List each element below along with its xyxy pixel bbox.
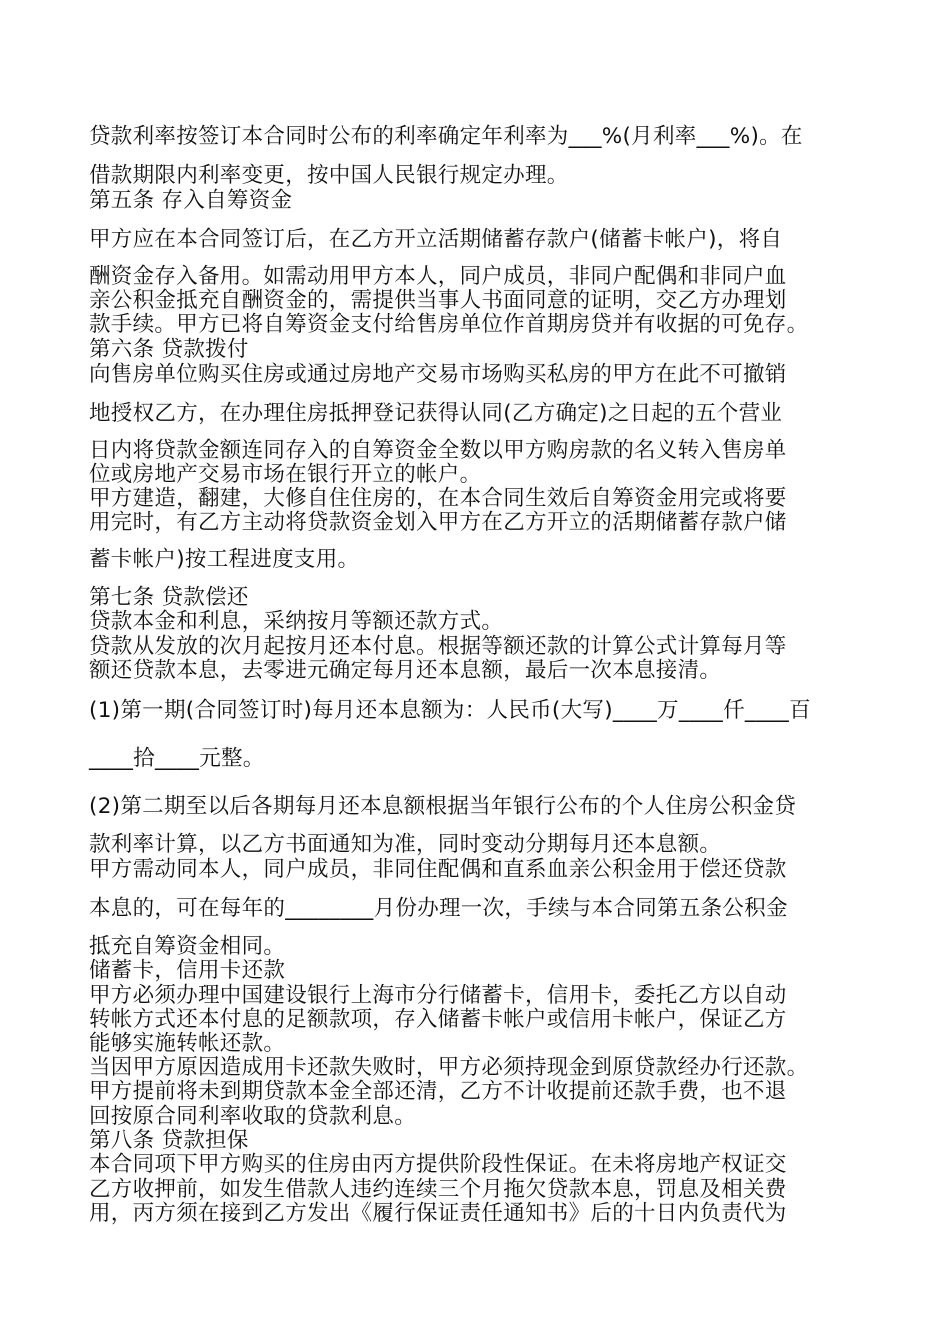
text-line: (1)第一期(合同签订时)每月还本息额为：人民币(大写)____万____仟____百 bbox=[89, 698, 811, 723]
text-line: 额还贷款本息，去零进元确定每月还本息额，最后一次本息接清。 bbox=[89, 658, 722, 683]
text-line: 位或房地产交易市场在银行开立的帐户。 bbox=[89, 462, 482, 487]
text-line: (2)第二期至以后各期每月还本息额根据当年银行公布的个人住房公积金贷 bbox=[89, 794, 797, 819]
text-line: 用完时，有乙方主动将贷款资金划入甲方在乙方开立的活期储蓄存款户储 bbox=[89, 510, 787, 535]
text-line: 甲方建造，翻建，大修自住住房的，在本合同生效后自筹资金用完或将要 bbox=[89, 486, 787, 511]
section-heading: 第七条 贷款偿还 bbox=[89, 585, 249, 610]
text-line: 贷款利率按签订本合同时公布的利率确定年利率为___%(月利率___%)。在 bbox=[89, 124, 803, 149]
text-line: 甲方必须办理中国建设银行上海市分行储蓄卡，信用卡，委托乙方以自动 bbox=[89, 983, 787, 1008]
text-line: 地授权乙方，在办理住房抵押登记获得认同(乙方确定)之日起的五个营业 bbox=[89, 401, 783, 426]
text-line: 甲方应在本合同签订后，在乙方开立活期储蓄存款户(储蓄卡帐户)，将自 bbox=[89, 227, 783, 252]
text-line: 回按原合同利率收取的贷款利息。 bbox=[89, 1104, 417, 1129]
text-line: 本息的，可在每年的________月份办理一次，手续与本合同第五条公积金 bbox=[89, 896, 788, 921]
text-line: 当因甲方原因造成用卡还款失败时，甲方必须持现金到原贷款经办行还款。 bbox=[89, 1055, 809, 1080]
text-line: 款利率计算，以乙方书面通知为准，同时变动分期每月还本息额。 bbox=[89, 832, 722, 857]
text-line: 转帐方式还本付息的足额款项，存入储蓄卡帐户或信用卡帐户，保证乙方 bbox=[89, 1007, 787, 1032]
section-heading: 储蓄卡，信用卡还款 bbox=[89, 958, 286, 983]
text-line: 蓄卡帐户)按工程进度支用。 bbox=[89, 547, 360, 572]
section-heading: 第八条 贷款担保 bbox=[89, 1128, 249, 1153]
text-line: 贷款本金和利息，采纳按月等额还款方式。 bbox=[89, 609, 504, 634]
text-line: 甲方需动同本人，同户成员，非同住配偶和直系血亲公积金用于偿还贷款 bbox=[89, 857, 787, 882]
text-line: 亲公积金抵充自酬资金的，需提供当事人书面同意的证明，交乙方办理划 bbox=[89, 288, 787, 313]
section-heading: 第六条 贷款拨付 bbox=[89, 337, 249, 362]
text-line: 乙方收押前，如发生借款人违约连续三个月拖欠贷款本息，罚息及相关费 bbox=[89, 1177, 787, 1202]
text-line: 酬资金存入备用。如需动用甲方本人，同户成员，非同户配偶和非同户血 bbox=[89, 264, 787, 289]
text-line: 向售房单位购买住房或通过房地产交易市场购买私房的甲方在此不可撤销 bbox=[89, 362, 787, 387]
text-line: 日内将贷款金额连同存入的自筹资金全数以甲方购房款的名义转入售房单 bbox=[89, 438, 787, 463]
text-line: 本合同项下甲方购买的住房由丙方提供阶段性保证。在未将房地产权证交 bbox=[89, 1152, 787, 1177]
text-line: 甲方提前将未到期贷款本金全部还清，乙方不计收提前还款手费，也不退 bbox=[89, 1079, 787, 1104]
text-line: 贷款从发放的次月起按月还本付息。根据等额还款的计算公式计算每月等 bbox=[89, 634, 787, 659]
text-line: 款手续。甲方已将自筹资金支付给售房单位作首期房贷并有收据的可免存。 bbox=[89, 312, 809, 337]
text-line: 抵充自筹资金相同。 bbox=[89, 934, 286, 959]
text-line: 借款期限内利率变更，按中国人民银行规定办理。 bbox=[89, 163, 569, 188]
text-line: 用，丙方须在接到乙方发出《履行保证责任通知书》后的十日内负责代为 bbox=[89, 1201, 787, 1226]
text-line: ____拾____元整。 bbox=[89, 746, 265, 771]
text-line: 能够实施转帐还款。 bbox=[89, 1031, 286, 1056]
section-heading: 第五条 存入自筹资金 bbox=[89, 188, 293, 213]
